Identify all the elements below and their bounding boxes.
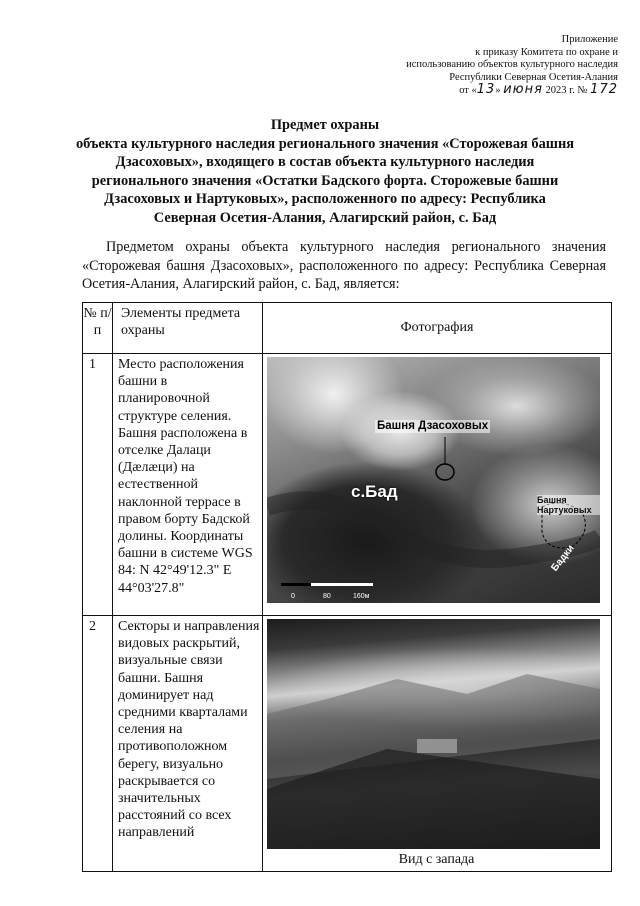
row-elements-text: Место расположения башни в планировочной структуре селения. Башня расположена в отселке Далаци (Дæлæци) на естественной наклонной террасе в правом борту Бадской долины. Координаты башни в системе WGS 84: N 42°49'12.3" E 44°03'27.8": [113, 354, 263, 616]
header-photo: Фотография: [263, 303, 612, 354]
header-elements: Элементы предмета охраны: [113, 303, 263, 354]
document-title: [40, 116, 610, 228]
title-line: регионального значения «Остатки Бадского форта. Сторожевые башни: [91, 172, 559, 189]
appendix-line: Приложение: [561, 34, 618, 45]
satellite-map-photo: [267, 357, 600, 603]
table-row: [83, 354, 612, 616]
scale-bar-segment: [281, 583, 311, 586]
appendix-line: Республики Северная Осетия-Алания: [449, 71, 618, 83]
title-line: Предмет охраны: [270, 117, 380, 133]
row-elements-text: Секторы и направления видовых раскрытий, визуальные связи башни. Башня доминирует над средними кварталами селения на противоположном берегу, визуально раскрывается со значительных расстояний со всех направлений: [113, 616, 263, 872]
village-label: с.Бад: [351, 482, 398, 501]
title-line: объекта культурного наследия регионального значения «Сторожевая башня: [75, 135, 575, 152]
row-num: 1: [83, 354, 113, 616]
scale-label-160: 160м: [353, 593, 370, 600]
table-row: [83, 616, 612, 872]
appendix-line: к приказу Комитета по охране и: [475, 46, 618, 58]
village-houses: [417, 739, 457, 753]
appendix-line: использованию объектов культурного наследия: [406, 59, 618, 71]
row-num: 2: [83, 616, 113, 872]
scale-label-80: 80: [323, 593, 331, 600]
title-line: Дзасоховых и Нартуковых», расположенного по адресу: Республика: [104, 191, 546, 208]
table-header-row: [83, 303, 612, 354]
order-year: 2023 г. №: [545, 85, 588, 97]
photo-cell: [263, 616, 612, 872]
tower2-label: Башня Нартуковых: [537, 495, 600, 515]
appendix-block: [358, 34, 618, 98]
landscape-overlay: [267, 619, 600, 849]
title-line: Северная Осетия-Алания, Алагирский район, с. Бад: [153, 209, 497, 226]
intro-text: Предметом охраны объекта культурного наследия регионального значения «Сторожевая башня Дзасоховых», расположенного по адресу: Республика Северная Осетия-Алания, Алагирский район, с. Бад, является:: [82, 239, 606, 292]
order-day: 13: [476, 82, 496, 98]
order-month: июня: [503, 82, 543, 98]
order-number: 172: [590, 82, 618, 98]
landscape-photo: [267, 619, 600, 849]
photo-caption: Вид с запада: [398, 852, 475, 867]
order-prefix: от «: [459, 85, 477, 97]
river-label: Бадки: [549, 543, 577, 574]
title-line: Дзасоховых», входящего в состав объекта культурного наследия: [115, 154, 535, 171]
photo-cell: [263, 354, 612, 616]
protection-table: [82, 302, 612, 872]
tower-marker-circle: [436, 464, 454, 480]
tower-label: Башня Дзасоховых: [377, 420, 489, 432]
order-mid: »: [495, 85, 501, 97]
header-num: № п/п: [83, 303, 113, 354]
scale-label-0: 0: [291, 593, 295, 600]
intro-paragraph: [82, 238, 606, 294]
order-line: [358, 84, 618, 98]
